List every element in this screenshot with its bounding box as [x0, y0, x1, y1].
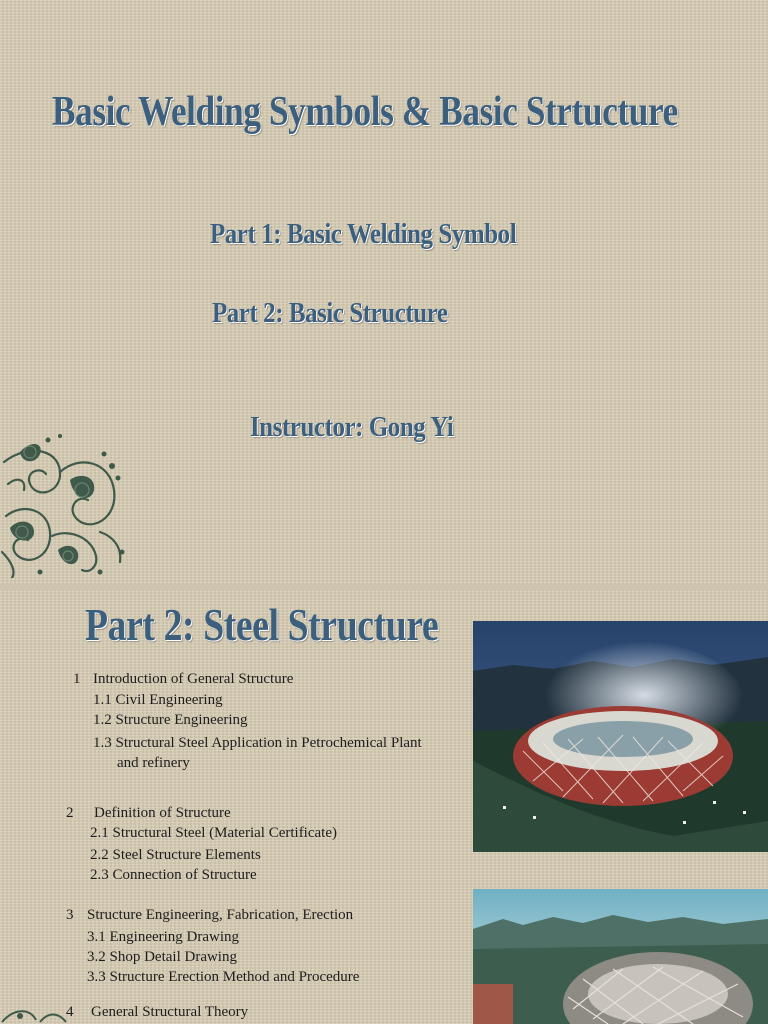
instructor-name: Instructor: Gong Yi: [250, 411, 454, 443]
section-3-title: Structure Engineering, Fabrication, Erection: [87, 907, 354, 923]
slide-2-title: Part 2: Steel Structure: [85, 599, 439, 650]
section-2-title: Definition of Structure: [94, 805, 231, 821]
item-1-3-continued: and refinery: [117, 755, 190, 771]
section-3-number: 3: [66, 907, 74, 923]
stadium-aerial-photo: [473, 889, 768, 1024]
outline-slide: [0, 590, 768, 1024]
paisley-ornament-bottom-icon: [0, 1004, 70, 1024]
section-1-number: 1: [73, 671, 81, 687]
part-1-heading: Part 1: Basic Welding Symbol: [210, 218, 517, 250]
section-1-title: Introduction of General Structure: [93, 671, 294, 687]
item-1-2: 1.2 Structure Engineering: [93, 712, 248, 728]
item-3-3: 3.3 Structure Erection Method and Procedure: [87, 969, 360, 985]
item-2-3: 2.3 Connection of Structure: [90, 867, 257, 883]
item-3-2: 3.2 Shop Detail Drawing: [87, 949, 237, 965]
item-2-1: 2.1 Structural Steel (Material Certificate): [90, 825, 337, 841]
paisley-ornament-icon: [0, 432, 128, 578]
part-2-heading: Part 2: Basic Structure: [212, 297, 448, 329]
section-4-number: 4: [66, 1004, 74, 1020]
item-2-2: 2.2 Steel Structure Elements: [90, 847, 261, 863]
stadium-night-photo: [473, 621, 768, 852]
item-1-1: 1.1 Civil Engineering: [93, 692, 223, 708]
slide-title: Basic Welding Symbols & Basic Strtucture: [52, 89, 678, 135]
section-2-number: 2: [66, 805, 74, 821]
course-outline: [0, 590, 470, 1024]
section-4-title: General Structural Theory: [91, 1004, 249, 1020]
item-1-3: 1.3 Structural Steel Application in Petrochemical Plant: [93, 735, 422, 751]
item-3-1: 3.1 Engineering Drawing: [87, 929, 240, 945]
